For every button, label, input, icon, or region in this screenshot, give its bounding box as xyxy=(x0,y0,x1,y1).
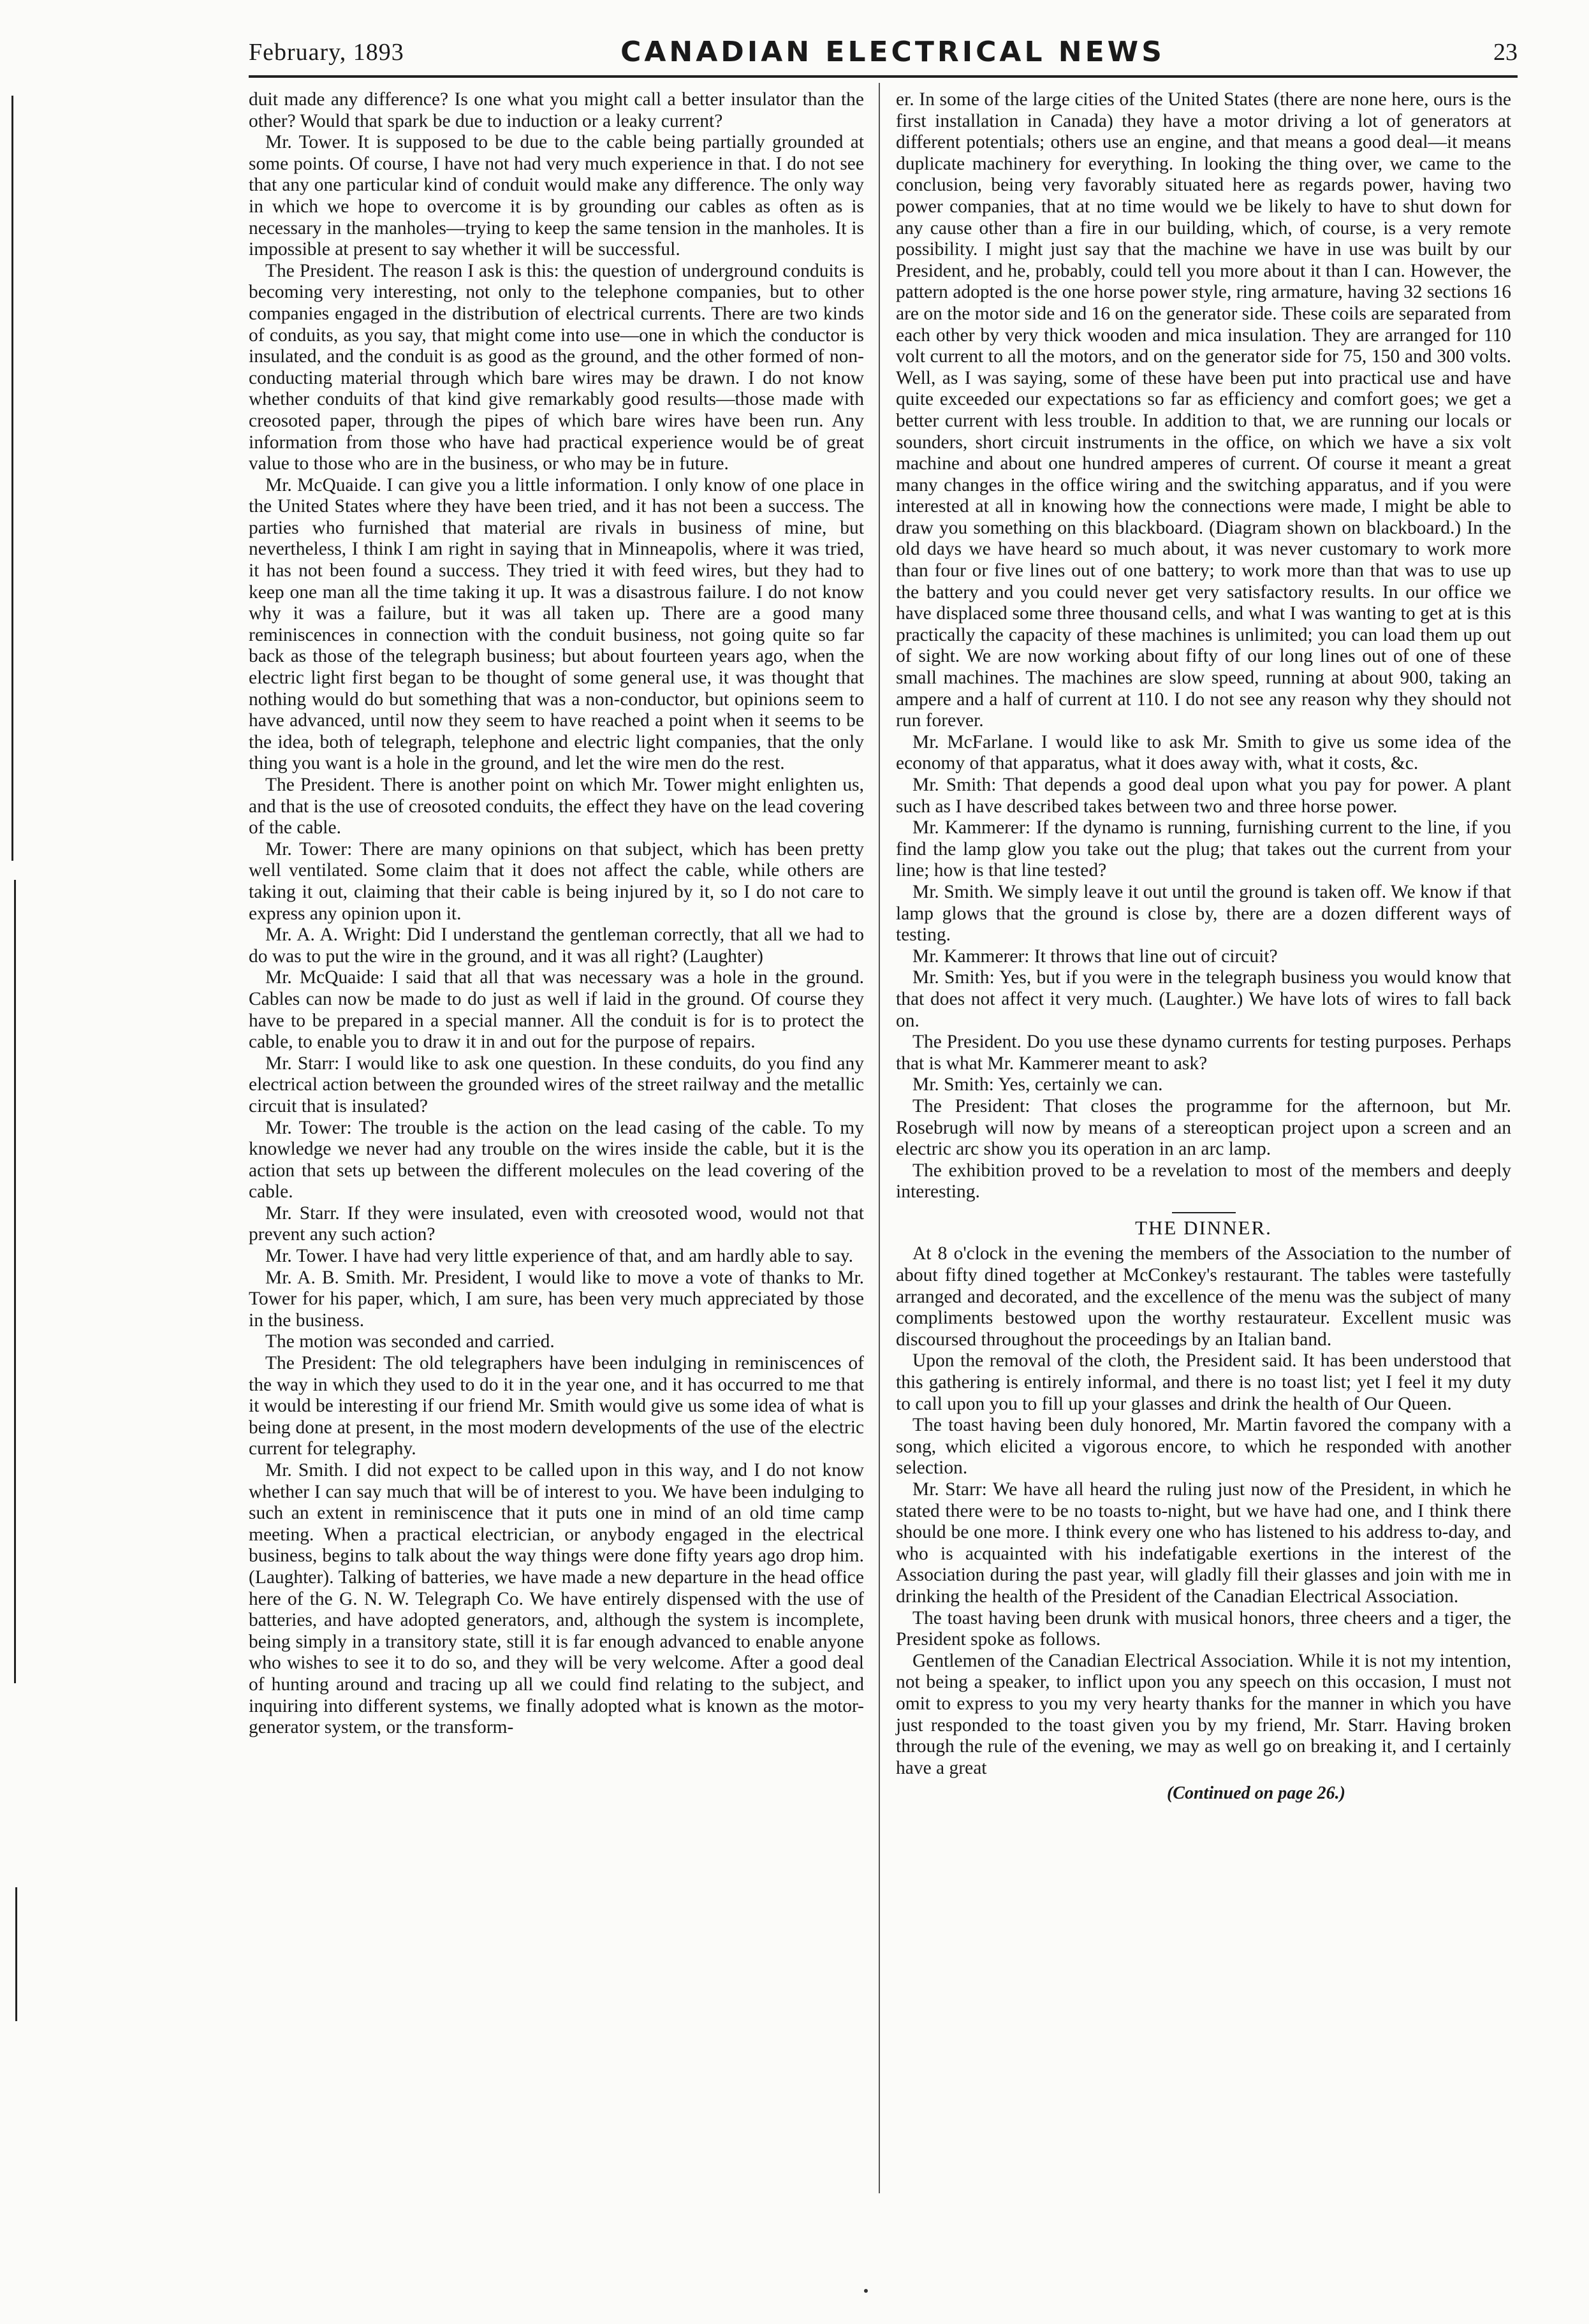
article-paragraph: The President. The reason I ask is this: the question of underground conduits is becoming very interesting, not only to the telephone companies, but to other companies engaged in the distribution of electrical currents. There are two kinds of conduits, as you say, that might come into use—one in which the conductor is insulated, and the conduit is as good as the ground, and the other formed of non-conducting material through which bare wires may be drawn. I do not know whether conduits of that kind give remarkably good results—those made with creosoted paper, through the pipes of which bare wires have been run. Any information from those who have had practical experience would be of great value to those who are in the business, or who may be in future. xyxy=(249,260,864,474)
article-paragraph: Mr. A. A. Wright: Did I understand the gentleman correctly, that all we had to do was to put the wire in the ground, and it was all right? (Laughter) xyxy=(249,924,864,967)
continued-note: (Continued on page 26.) xyxy=(1166,1783,1345,1804)
article-paragraph: The exhibition proved to be a revelation to most of the members and deeply interesting. xyxy=(896,1160,1511,1202)
binding-edge-mark xyxy=(14,880,16,1683)
column-divider xyxy=(879,83,880,2193)
article-paragraph: Mr. Tower: The trouble is the action on the lead casing of the cable. To my knowledge we never had any trouble on the wires inside the cable, but it is the action that sets up between the different molecules on the lead covering of the cable. xyxy=(249,1117,864,1202)
article-paragraph: Mr. Starr: I would like to ask one question. In these conduits, do you find any electrical action between the grounded wires of the street railway and the metallic circuit that is insulated? xyxy=(249,1053,864,1116)
scan-speck xyxy=(864,2289,868,2293)
article-paragraph: The motion was seconded and carried. xyxy=(265,1331,555,1352)
dinner-paragraph: At 8 o'clock in the evening the members of the Association to the number of about fifty dined together at McConkey's restaurant. The tables were tastefully arranged and decorated, and the excellence of the menu was the subject of many compliments bestowed upon the worthy restaurateur. Excellent music was discoursed throughout the proceedings by an Italian band. xyxy=(896,1243,1511,1350)
article-paragraph: Mr. Tower. It is supposed to be due to the cable being partially grounded at some points. Of course, I have not had very much experience in that. I do not see that any one particular kind of conduit would make any difference. The only way in which we hope to overcome it is by grounding our cables as often as is necessary in the manholes—trying to keep the same tension in the manholes. It is impossible at present to say whether it will be successful. xyxy=(249,132,864,260)
article-paragraph: Mr. McQuaide. I can give you a little information. I only know of one place in the United States where they have been tried, and it has not been a success. The parties who furnished that material are rivals in business of mine, but nevertheless, I think I am right in saying that in Minneapolis, where it was tried, it has not been found a success. They tried it with feed wires, but they had to keep one man all the time taking it up. It was a disastrous failure. I do not know why it was a failure, but it was all taken up. There are a good many reminiscences in connection with the conduit business, not going quite so far back as those of the telegraph business; but about fourteen years ago, when the electric light first began to be thought of some general use, it was thought that nothing would do but something that was a non-conductor, but opinions seem to have advanced, until now they seem to have reached a point when it seems to be the idea, both of telegraph, telephone and electric light companies, that the only thing you want is a hole in the ground, and let the wire men do the rest. xyxy=(249,474,864,774)
article-paragraph: Mr. Kammerer: If the dynamo is running, furnishing current to the line, if you find the lamp glow you take out the plug; that takes out the current from your line; how is that line tested? xyxy=(896,817,1511,881)
article-paragraph: duit made any difference? Is one what you might call a better insulator than the other? Would that spark be due to induction or a leaky current? xyxy=(249,89,864,131)
article-paragraph: Mr. Smith: Yes, but if you were in the telegraph business you would know that that does not affect it very much. (Laughter.) We have lots of wires to fall back on. xyxy=(896,967,1511,1031)
article-paragraph: The President: That closes the programme for the afternoon, but Mr. Rosebrugh will now by means of a stereoptican project upon a screen and an electric arc show you its operation in an arc lamp. xyxy=(896,1095,1511,1160)
article-paragraph: The President: The old telegraphers have been indulging in reminiscences of the way in which they used to do it in the year one, and it has occurred to me that it would be interesting if our friend Mr. Smith would give us some idea of what is being done at present, in the most modern developments of the use of the electric current for telegraphy. xyxy=(249,1353,864,1459)
dinner-section-heading xyxy=(896,1212,1511,1239)
page-header xyxy=(249,38,1518,77)
article-paragraph: Mr. Smith: That depends a good deal upon what you pay for power. A plant such as I have described takes between two and three horse power. xyxy=(896,775,1511,817)
binding-edge-mark xyxy=(11,96,13,861)
article-paragraph: The President. There is another point on which Mr. Tower might enlighten us, and that is the use of creosoted conduits, the effect they have on the lead covering of the cable. xyxy=(249,775,864,838)
article-paragraph: Mr. Smith. We simply leave it out until the ground is taken off. We know if that lamp glows that the ground is close by, there are a dozen different ways of testing. xyxy=(896,881,1511,946)
article-paragraph: Mr. Tower: There are many opinions on that subject, which has been pretty well ventilated. Some claim that it does not affect the cable, while others are taking it out, claiming that their cable is being injured by it, so I do not care to express any opinion upon it. xyxy=(249,838,864,924)
dinner-paragraph: The toast having been drunk with musical honors, three cheers and a tiger, the President spoke as follows. xyxy=(896,1607,1511,1650)
left-column xyxy=(249,89,864,1739)
article-paragraph: Mr. Smith. I did not expect to be called upon in this way, and I do not know whether I can say much that will be of interest to you. We have been indulging to such an extent in reminiscence that it puts one in mind of an old time camp meeting. When a practical electrician, or anybody engaged in the electrical business, begins to talk about the way things were done fifty years ago drop him. (Laughter). Talking of batteries, we have made a new departure in the head office here of the G. N. W. Telegraph Co. We have entirely dispensed with the use of batteries, and have adopted generators, and, although the system is incomplete, being simply in a transitory state, still it is far enough advanced to enable anyone who wishes to see it to do so, and they will be very welcome. After a good deal of hunting around and tracing up all we could find relating to the subject, and inquiring into different systems, we finally adopted what is known as the motor-generator system, or the transform- xyxy=(249,1460,864,1738)
dinner-paragraph: Mr. Starr: We have all heard the ruling just now of the President, in which he stated there were to be no toasts to-night, but we have had one, and I think there should be one more. I think every one who has listened to his address to-day, and who is acquainted with his indefatigable exertions in the interest of the Association during the past year, will gladly fill their glasses and join with me in drinking the health of the President of the Canadian Electrical Association. xyxy=(896,1479,1511,1607)
article-paragraph: er. In some of the large cities of the United States (there are none here, ours is the first installation in Canada) they have a motor driving a lot of generators at different potentials; others use an engine, and that means a good deal—it means duplicate machinery for everything. In looking the thing over, we came to the conclusion, being very favorably situated here as regards power, having two power companies, that at no time would we be likely to have to shut down for any cause other than a fire in our building, which, of course, is a very remote possibility. I might just say that the machine we have in use was built by our President, and he, probably, could tell you more about it than I can. However, the pattern adopted is the one horse power style, ring armature, having 32 sections 16 are on the motor side and 16 on the generator side. These coils are separated from each other by very thick wooden and mica insulation. They are arranged for 110 volt current to all the motors, and on the generator side for 75, 150 and 300 volts. Well, as I was saying, some of these have been put into practical use and have quite exceeded our expectations so far as efficiency and comfort goes; we get a better current with less trouble. In addition to that, we are running our locals or sounders, short circuit instruments in the office, on which we have a six volt machine and about one hundred amperes of current. Of course it meant a great many changes in the office wiring and the switching apparatus, and if you were interested at all in knowing how the connections were made, I might be able to draw you something on this blackboard. (Diagram shown on blackboard.) In the old days we have heard so much about, it was never customary to work more than four or five lines out of one battery; to work more than that was to use up the battery and you could never get very satisfactory results. In our office we have displaced some three thousand cells, and what I was wanting to get at is this practically the capacity of these machines is unlimited; you can load them up out of sight. We are now working about fifty of our long lines out of one of these small machines. The machines are slow speed, running at about 900, taking an ampere and a half of current at 110. I do not see any reason why they should not run forever. xyxy=(896,89,1511,731)
article-paragraph: Mr. Starr. If they were insulated, even with creosoted wood, would not that prevent any such action? xyxy=(249,1202,864,1245)
article-paragraph: Mr. Kammerer: It throws that line out of circuit? xyxy=(912,946,1278,967)
article-paragraph: Mr. McFarlane. I would like to ask Mr. Smith to give us some idea of the economy of that apparatus, what it does away with, what it costs, &c. xyxy=(896,731,1511,774)
dinner-paragraph: The toast having been duly honored, Mr. Martin favored the company with a song, which elicited a vigorous encore, to which he responded with another selection. xyxy=(896,1415,1511,1479)
right-column xyxy=(896,89,1511,1804)
header-rule xyxy=(249,75,1518,78)
page-number: 23 xyxy=(1493,39,1518,66)
issue-date: February, 1893 xyxy=(249,39,404,66)
article-paragraph: Mr. A. B. Smith. Mr. President, I would like to move a vote of thanks to Mr. Tower for his paper, which, I am sure, has been very much appreciated by those in the business. xyxy=(249,1267,864,1331)
article-paragraph: The President. Do you use these dynamo currents for testing purposes. Perhaps that is what Mr. Kammerer meant to ask? xyxy=(896,1032,1511,1074)
binding-edge-mark xyxy=(15,1887,17,2021)
article-paragraph: Mr. McQuaide: I said that all that was necessary was a hole in the ground. Cables can now be made to do just as well if laid in the ground. Of course they have to be prepared in a special manner. All the conduit is for is to protect the cable, to enable you to draw it in and out for the purpose of repairs. xyxy=(249,967,864,1053)
dinner-paragraph: Gentlemen of the Canadian Electrical Association. While it is not my intention, not being a speaker, to inflict upon you any speech on this occasion, I must not omit to express to you my very hearty thanks for the manner in which you have just responded to the toast given you by my friend, Mr. Starr. Having broken through the rule of the evening, we may as well go on breaking it, and I certainly have a great xyxy=(896,1650,1511,1778)
dinner-heading-text: THE DINNER. xyxy=(1135,1216,1272,1239)
heading-rule xyxy=(1172,1212,1236,1213)
article-paragraph: Mr. Tower. I have had very little experience of that, and am hardly able to say. xyxy=(265,1246,853,1267)
masthead-title: CANADIAN ELECTRICAL NEWS xyxy=(620,36,1165,68)
dinner-paragraph: Upon the removal of the cloth, the President said. It has been understood that this gathering is entirely informal, and there is no toast list; yet I feel it my duty to call upon you to fill up your glasses and drink the health of Our Queen. xyxy=(896,1350,1511,1414)
article-paragraph: Mr. Smith: Yes, certainly we can. xyxy=(912,1074,1163,1095)
